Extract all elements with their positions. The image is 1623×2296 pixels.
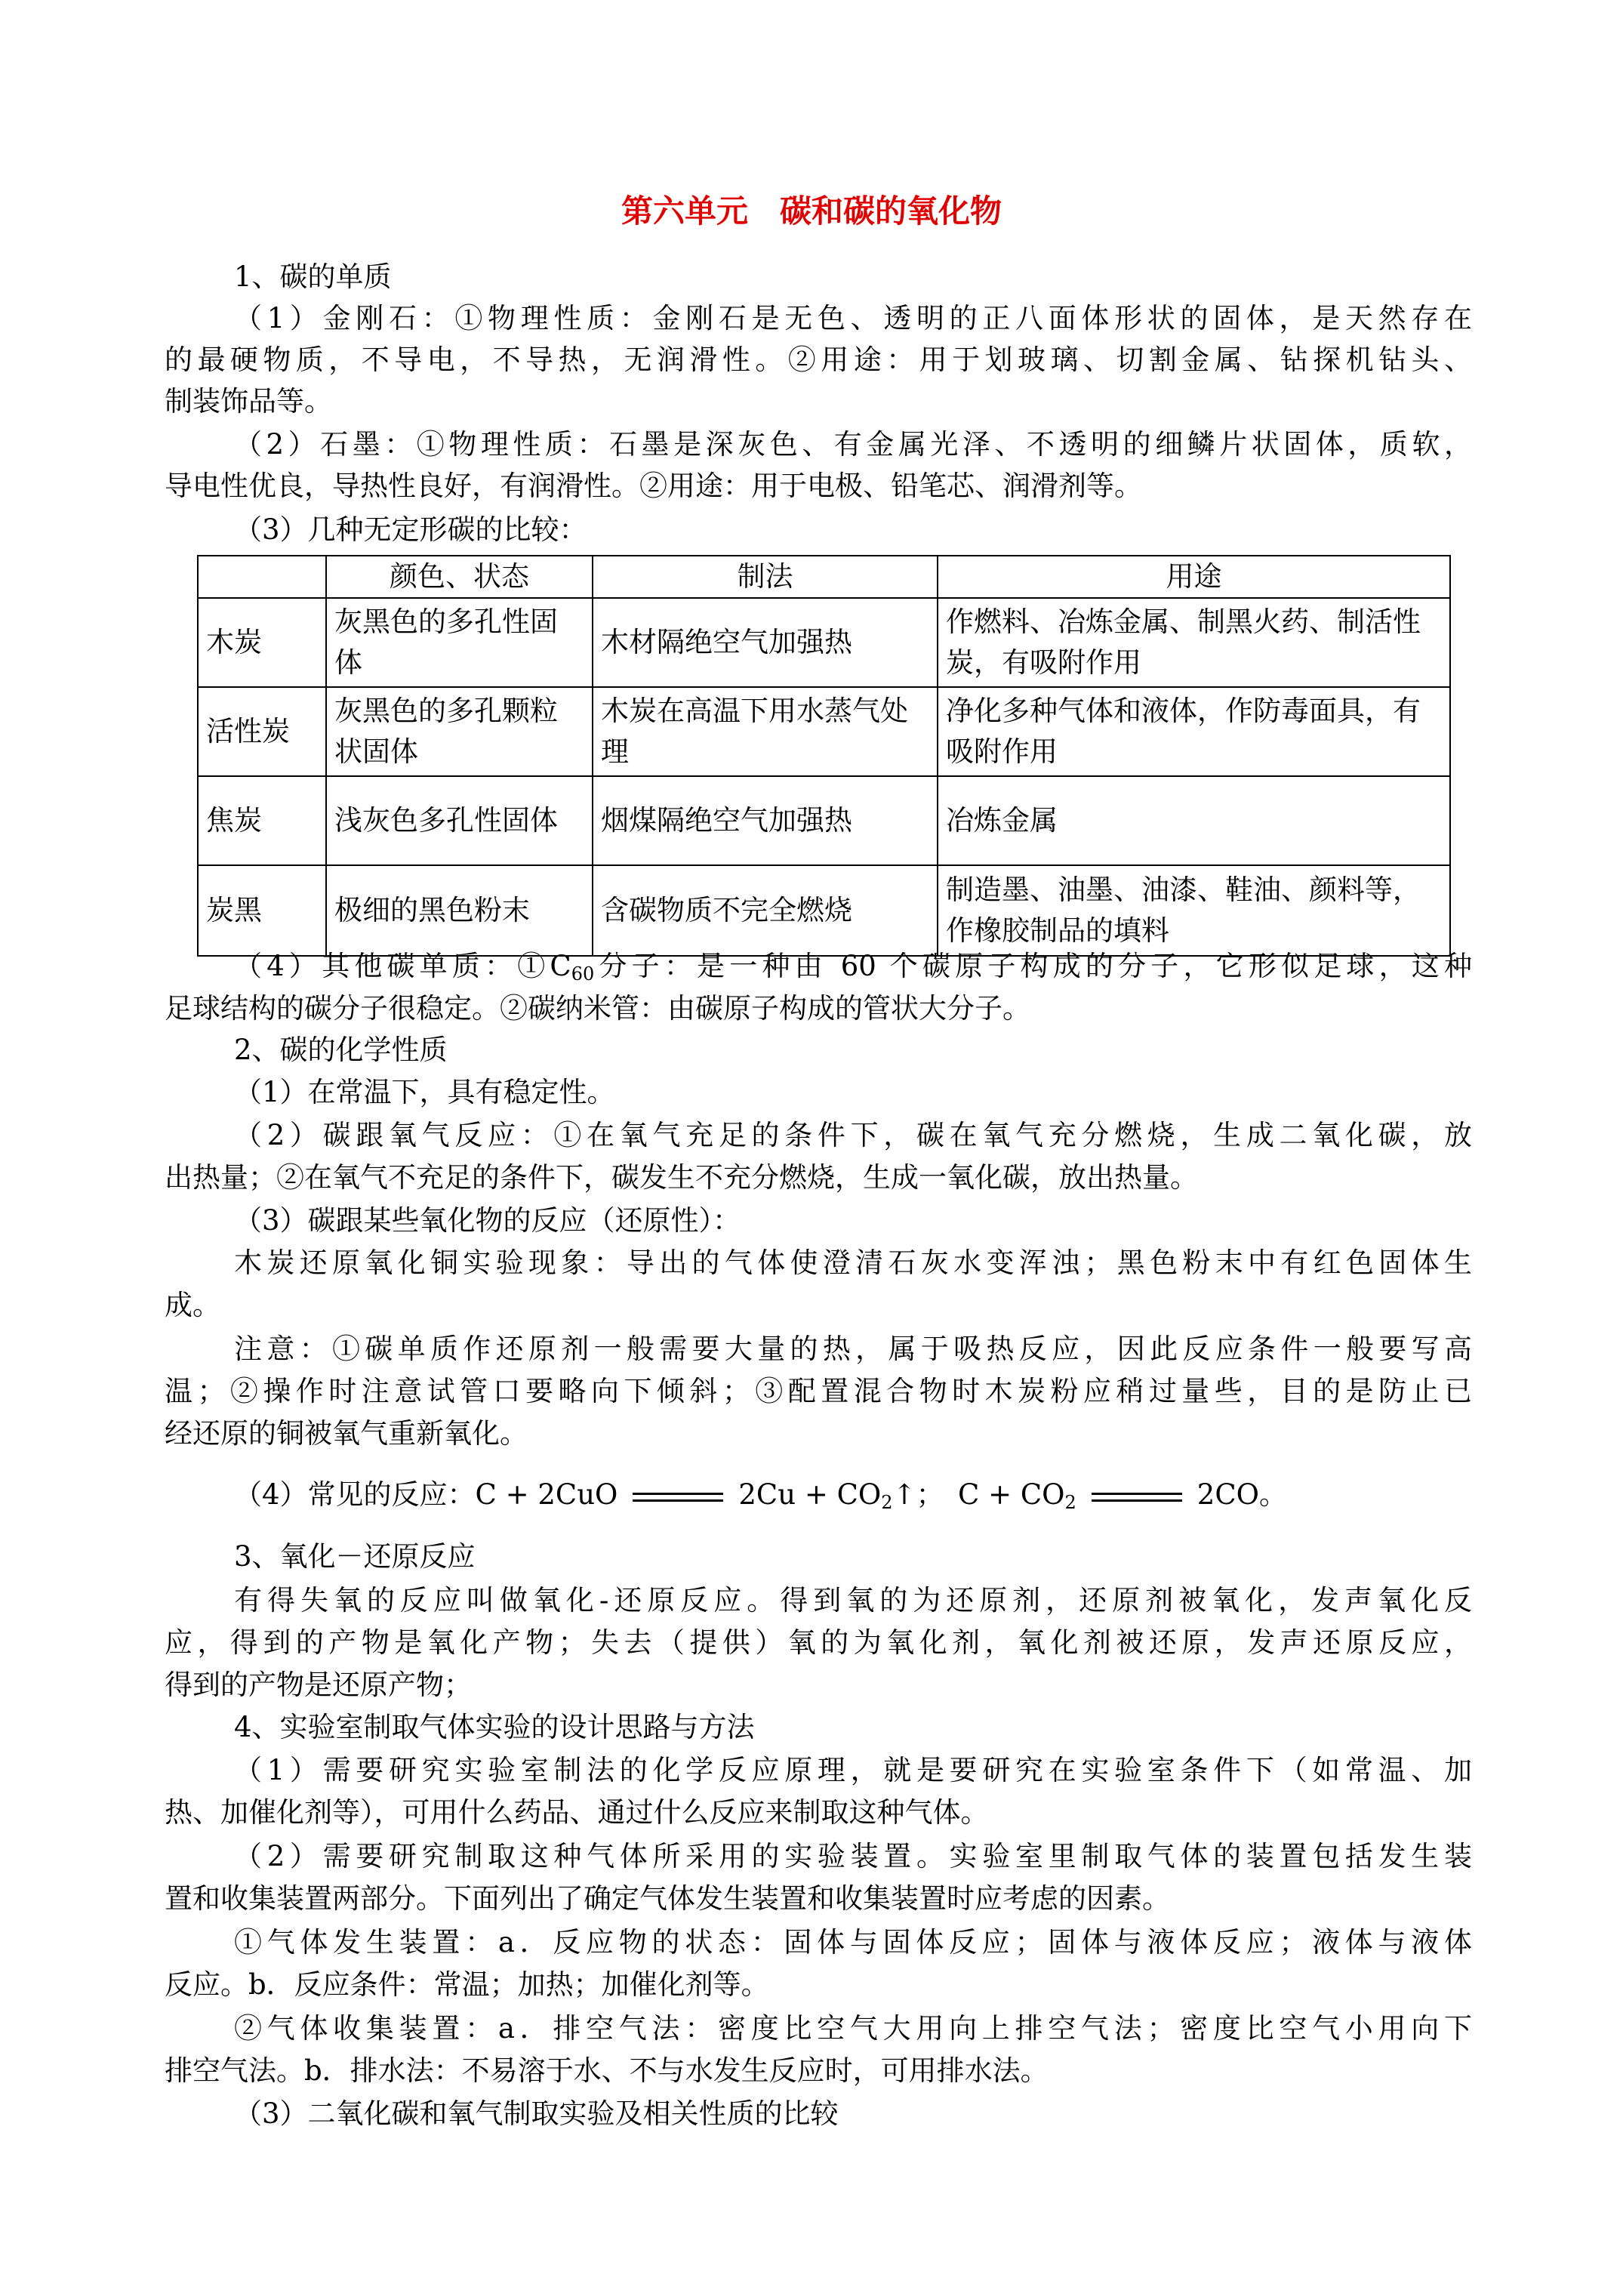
table-cell: 制造墨、油墨、油漆、鞋油、颜料等，作橡胶制品的填料 — [938, 865, 1450, 956]
equation-label: （4）常见的反应：C + 2CuO — [234, 1478, 618, 1511]
stability-line: （1）在常温下，具有稳定性。 — [234, 1076, 615, 1108]
table-cell: 烟煤隔绝空气加强热 — [593, 776, 938, 865]
table-cell: 作燃料、冶炼金属、制黑火药、制活性炭，有吸附作用 — [938, 598, 1450, 687]
apparatus-line-2: 置和收集装置两部分。下面列出了确定气体发生装置和收集装置时应考虑的因素。 — [165, 1882, 1170, 1915]
apparatus-line-1: （2）需要研究制取这种气体所采用的实验装置。实验室里制取气体的装置包括发生装 — [234, 1840, 1472, 1872]
graphite-line-1: （2）石墨：①物理性质：石墨是深灰色、有金属光泽、不透明的细鳞片状固体，质软， — [234, 428, 1472, 461]
table-header-cell: 制法 — [593, 556, 938, 598]
table-cell: 极细的黑色粉末 — [326, 865, 593, 956]
diamond-line-1: （1）金刚石：①物理性质：金刚石是无色、透明的正八面体形状的固体，是天然存在 — [234, 302, 1472, 334]
table-cell: 灰黑色的多孔颗粒状固体 — [326, 687, 593, 776]
amorphous-carbon-table — [197, 555, 1451, 957]
redox-line-1: 有得失氧的反应叫做氧化-还原反应。得到氧的为还原剂，还原剂被氧化，发声氧化反 — [234, 1584, 1472, 1616]
other-carbon-text-a: （4）其他碳单质：①C — [234, 950, 571, 982]
equation-1-rhs-b: ↑； C + CO — [892, 1478, 1065, 1511]
other-carbon-text-b: 分子：是一种由 60 个碳原子构成的分子，它形似足球，这种 — [594, 950, 1472, 982]
table-cell: 木材隔绝空气加强热 — [593, 598, 938, 687]
experiment-line-1: 木炭还原氧化铜实验现象：导出的气体使澄清石灰水变浑浊；黑色粉末中有红色固体生 — [234, 1247, 1472, 1279]
table-cell: 灰黑色的多孔性固体 — [326, 598, 593, 687]
table-cell: 木炭 — [198, 598, 326, 687]
table-header-cell: 颜色、状态 — [326, 556, 593, 598]
equals-sign-icon — [633, 1493, 723, 1502]
table-cell: 木炭在高温下用水蒸气处理 — [593, 687, 938, 776]
generator-line-1: ①气体发生装置：a．反应物的状态：固体与固体反应；固体与液体反应；液体与液体 — [234, 1926, 1472, 1959]
experiment-line-2: 成。 — [165, 1289, 220, 1321]
collector-line-1: ②气体收集装置：a．排空气法：密度比空气大用向上排空气法；密度比空气小用向下 — [234, 2012, 1472, 2045]
graphite-line-2: 导电性优良，导热性良好，有润滑性。②用途：用于电极、铅笔芯、润滑剂等。 — [165, 470, 1142, 502]
table-row — [198, 598, 1450, 687]
table-cell: 炭黑 — [198, 865, 326, 956]
table-row — [198, 687, 1450, 776]
table-row — [198, 865, 1450, 956]
oxygen-reaction-line-1: （2）碳跟氧气反应：①在氧气充足的条件下，碳在氧气充分燃烧，生成二氧化碳，放 — [234, 1119, 1472, 1151]
comparison-heading: （3）二氧化碳和氧气制取实验及相关性质的比较 — [234, 2097, 839, 2130]
equals-sign-icon — [1092, 1493, 1182, 1502]
table-cell: 净化多种气体和液体，作防毒面具，有吸附作用 — [938, 687, 1450, 776]
note-line-3: 经还原的铜被氧气重新氧化。 — [165, 1417, 528, 1450]
oxygen-reaction-line-2: 出热量；②在氧气不充足的条件下，碳发生不充分燃烧，生成一氧化碳，放出热量。 — [165, 1161, 1198, 1194]
note-line-1: 注意：①碳单质作还原剂一般需要大量的热，属于吸热反应，因此反应条件一般要写高 — [234, 1333, 1472, 1365]
table-header-cell — [198, 556, 326, 598]
generator-line-2: 反应。b．反应条件：常温；加热；加催化剂等。 — [165, 1968, 769, 2001]
diamond-line-2: 的最硬物质，不导电，不导热，无润滑性。②用途：用于划玻璃、切割金属、钻探机钻头、 — [165, 344, 1472, 376]
section-3-heading: 3、氧化－还原反应 — [234, 1540, 476, 1573]
equation-1-rhs-a: 2Cu + CO — [738, 1478, 882, 1511]
c60-subscript: 60 — [571, 963, 595, 985]
collector-line-2: 排空气法。b．排水法：不易溶于水、不与水发生反应时，可用排水法。 — [165, 2054, 1049, 2087]
amorphous-intro: （3）几种无定形碳的比较： — [234, 513, 587, 546]
co2-subscript: 2 — [1064, 1492, 1076, 1513]
equation-line — [234, 1475, 1540, 1515]
table-cell: 焦炭 — [198, 776, 326, 865]
table-cell: 含碳物质不完全燃烧 — [593, 865, 938, 956]
principle-line-1: （1）需要研究实验室制法的化学反应原理，就是要研究在实验室条件下（如常温、加 — [234, 1754, 1472, 1786]
equation-2-rhs: 2CO。 — [1196, 1478, 1287, 1511]
page-title: 第六单元 碳和碳的氧化物 — [621, 193, 1002, 230]
redox-line-3: 得到的产物是还原产物； — [165, 1669, 472, 1701]
table-cell: 活性炭 — [198, 687, 326, 776]
reducing-heading: （3）碳跟某些氧化物的反应（还原性）： — [234, 1204, 741, 1237]
other-carbon-line-1 — [234, 946, 1472, 987]
co2-subscript: 2 — [881, 1492, 893, 1513]
table-row — [198, 776, 1450, 865]
section-1-heading: 1、碳的单质 — [234, 260, 392, 293]
redox-line-2: 应，得到的产物是氧化产物；失去（提供）氧的为氧化剂，氧化剂被还原，发声还原反应， — [165, 1626, 1472, 1659]
section-4-heading: 4、实验室制取气体实验的设计思路与方法 — [234, 1711, 755, 1743]
section-2-heading: 2、碳的化学性质 — [234, 1034, 448, 1066]
table-header-row — [198, 556, 1450, 598]
table-header-cell: 用途 — [938, 556, 1450, 598]
diamond-line-3: 制装饰品等。 — [165, 385, 332, 418]
table-cell: 冶炼金属 — [938, 776, 1450, 865]
other-carbon-line-2: 足球结构的碳分子很稳定。②碳纳米管：由碳原子构成的管状大分子。 — [165, 992, 1030, 1025]
table-cell: 浅灰色多孔性固体 — [326, 776, 593, 865]
principle-line-2: 热、加催化剂等），可用什么药品、通过什么反应来制取这种气体。 — [165, 1796, 989, 1829]
note-line-2: 温；②操作时注意试管口要略向下倾斜；③配置混合物时木炭粉应稍过量些，目的是防止已 — [165, 1375, 1472, 1407]
